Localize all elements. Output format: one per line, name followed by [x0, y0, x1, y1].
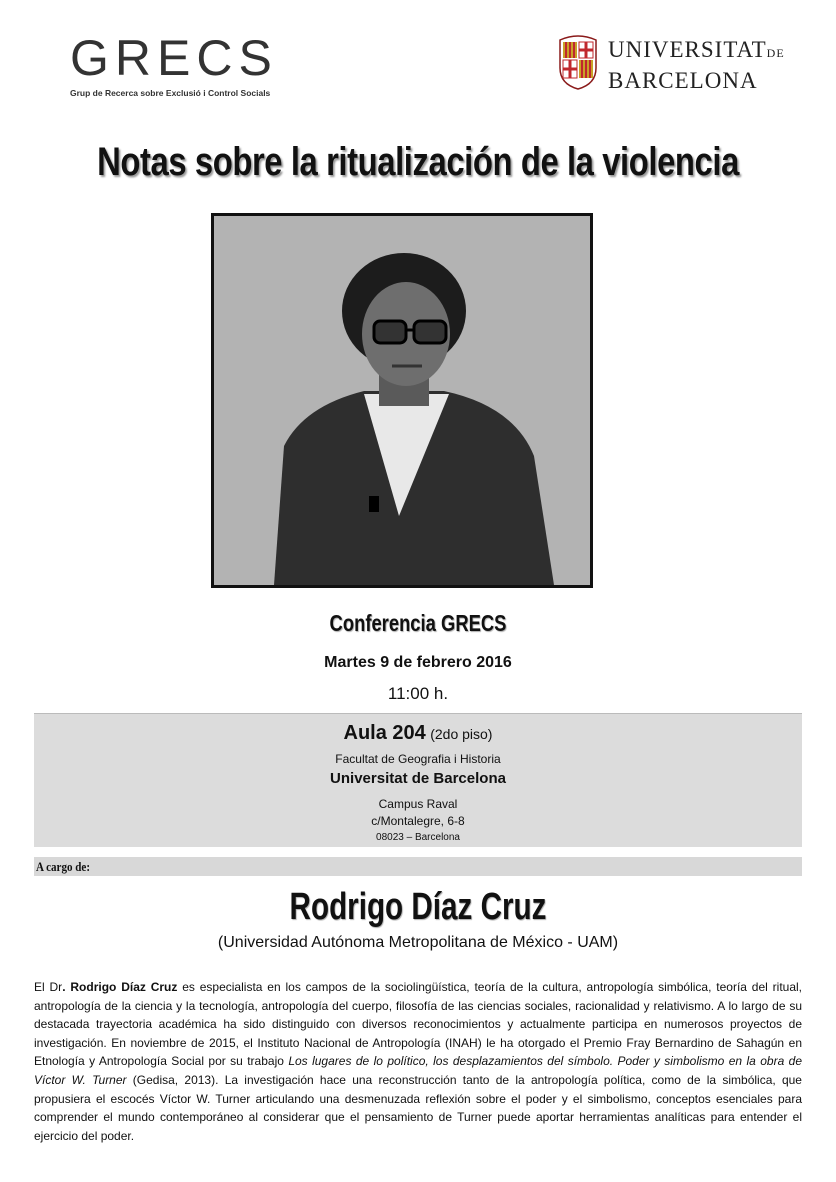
ub-logo	[558, 30, 788, 100]
speaker-portrait-image	[214, 216, 590, 585]
venue-street: c/Montalegre, 6-8	[371, 814, 465, 828]
page-title: Notas sobre la ritualización de la violencia	[97, 140, 739, 184]
ub-line2: BARCELONA	[608, 68, 758, 93]
ub-line1-suffix: DE	[766, 46, 785, 60]
grecs-logo-text: GRECS	[70, 30, 278, 86]
bio-speaker-name: . Rodrigo Díaz Cruz	[62, 980, 178, 994]
venue-university: Universitat de Barcelona	[330, 770, 506, 787]
venue-room-line	[34, 722, 802, 745]
speaker-name: Rodrigo Díaz Cruz	[289, 886, 547, 928]
bio-part-1: El Dr	[34, 980, 63, 994]
ub-line1: UNIVERSITAT	[608, 37, 767, 62]
venue-faculty: Facultat de Geografia i Historia	[335, 752, 501, 766]
speaker-bio	[34, 978, 802, 1145]
venue-box	[34, 713, 802, 847]
event-type: Conferencia GRECS	[329, 610, 507, 636]
venue-postal: 08023 – Barcelona	[376, 832, 460, 843]
event-time: 11:00 h.	[387, 684, 449, 703]
speaker-label: A cargo de:	[36, 859, 91, 874]
bio-book-title: Los lugares de lo político, los desplazamientos del símbolo. Poder y simbolismo en la obra de Víctor W. Turner	[34, 1054, 802, 1087]
ub-wordmark	[608, 36, 785, 95]
grecs-logo	[70, 30, 278, 100]
bio-part-3: es especialista en los campos de la sociolingüística, teoría de la cultura, antropología simbólica, teoría del ritual, antropología de la ciencia y la tecnología, antropología del cuerpo, filosofía de las ciencias sociales, racionalidad y relativismo. A lo largo de su destacada trayectoria académica ha sido distinguido con diversos reconocimientos y actualmente participa en numerosos proyectos de investigación. En noviembre de 2015, el Instituto Nacional de Antropología (INAH) le ha otorgado el Premio Fray Bernardino de Sahagún en Etnología y Antropología Social por su trabajo	[34, 980, 803, 1069]
bio-part-5: (Gedisa, 2013). La investigación hace una reconstrucción tanto de la antropología política, como de la simbólica, que propusiera el escocés Víctor W. Turner articulando una desmenuzada reflexión sobre el poder y el simbolismo, conceptos esenciales para comprender el mundo contemporáneo al considerar que el pensamiento de Turner puede aportar herramientas analíticas para entender el ejercicio del poder.	[34, 1072, 802, 1143]
speaker-label-bar	[34, 857, 802, 876]
ub-shield-icon	[558, 32, 598, 90]
speaker-affiliation: (Universidad Autónoma Metropolitana de México - UAM)	[217, 934, 619, 951]
venue-room: Aula 204	[343, 722, 426, 744]
event-date: Martes 9 de febrero 2016	[324, 654, 512, 671]
venue-campus: Campus Raval	[378, 797, 458, 811]
venue-floor: (2do piso)	[430, 726, 493, 742]
speaker-photo	[211, 213, 593, 588]
grecs-subtitle: Grup de Recerca sobre Exclusió i Control Socials	[70, 88, 271, 98]
